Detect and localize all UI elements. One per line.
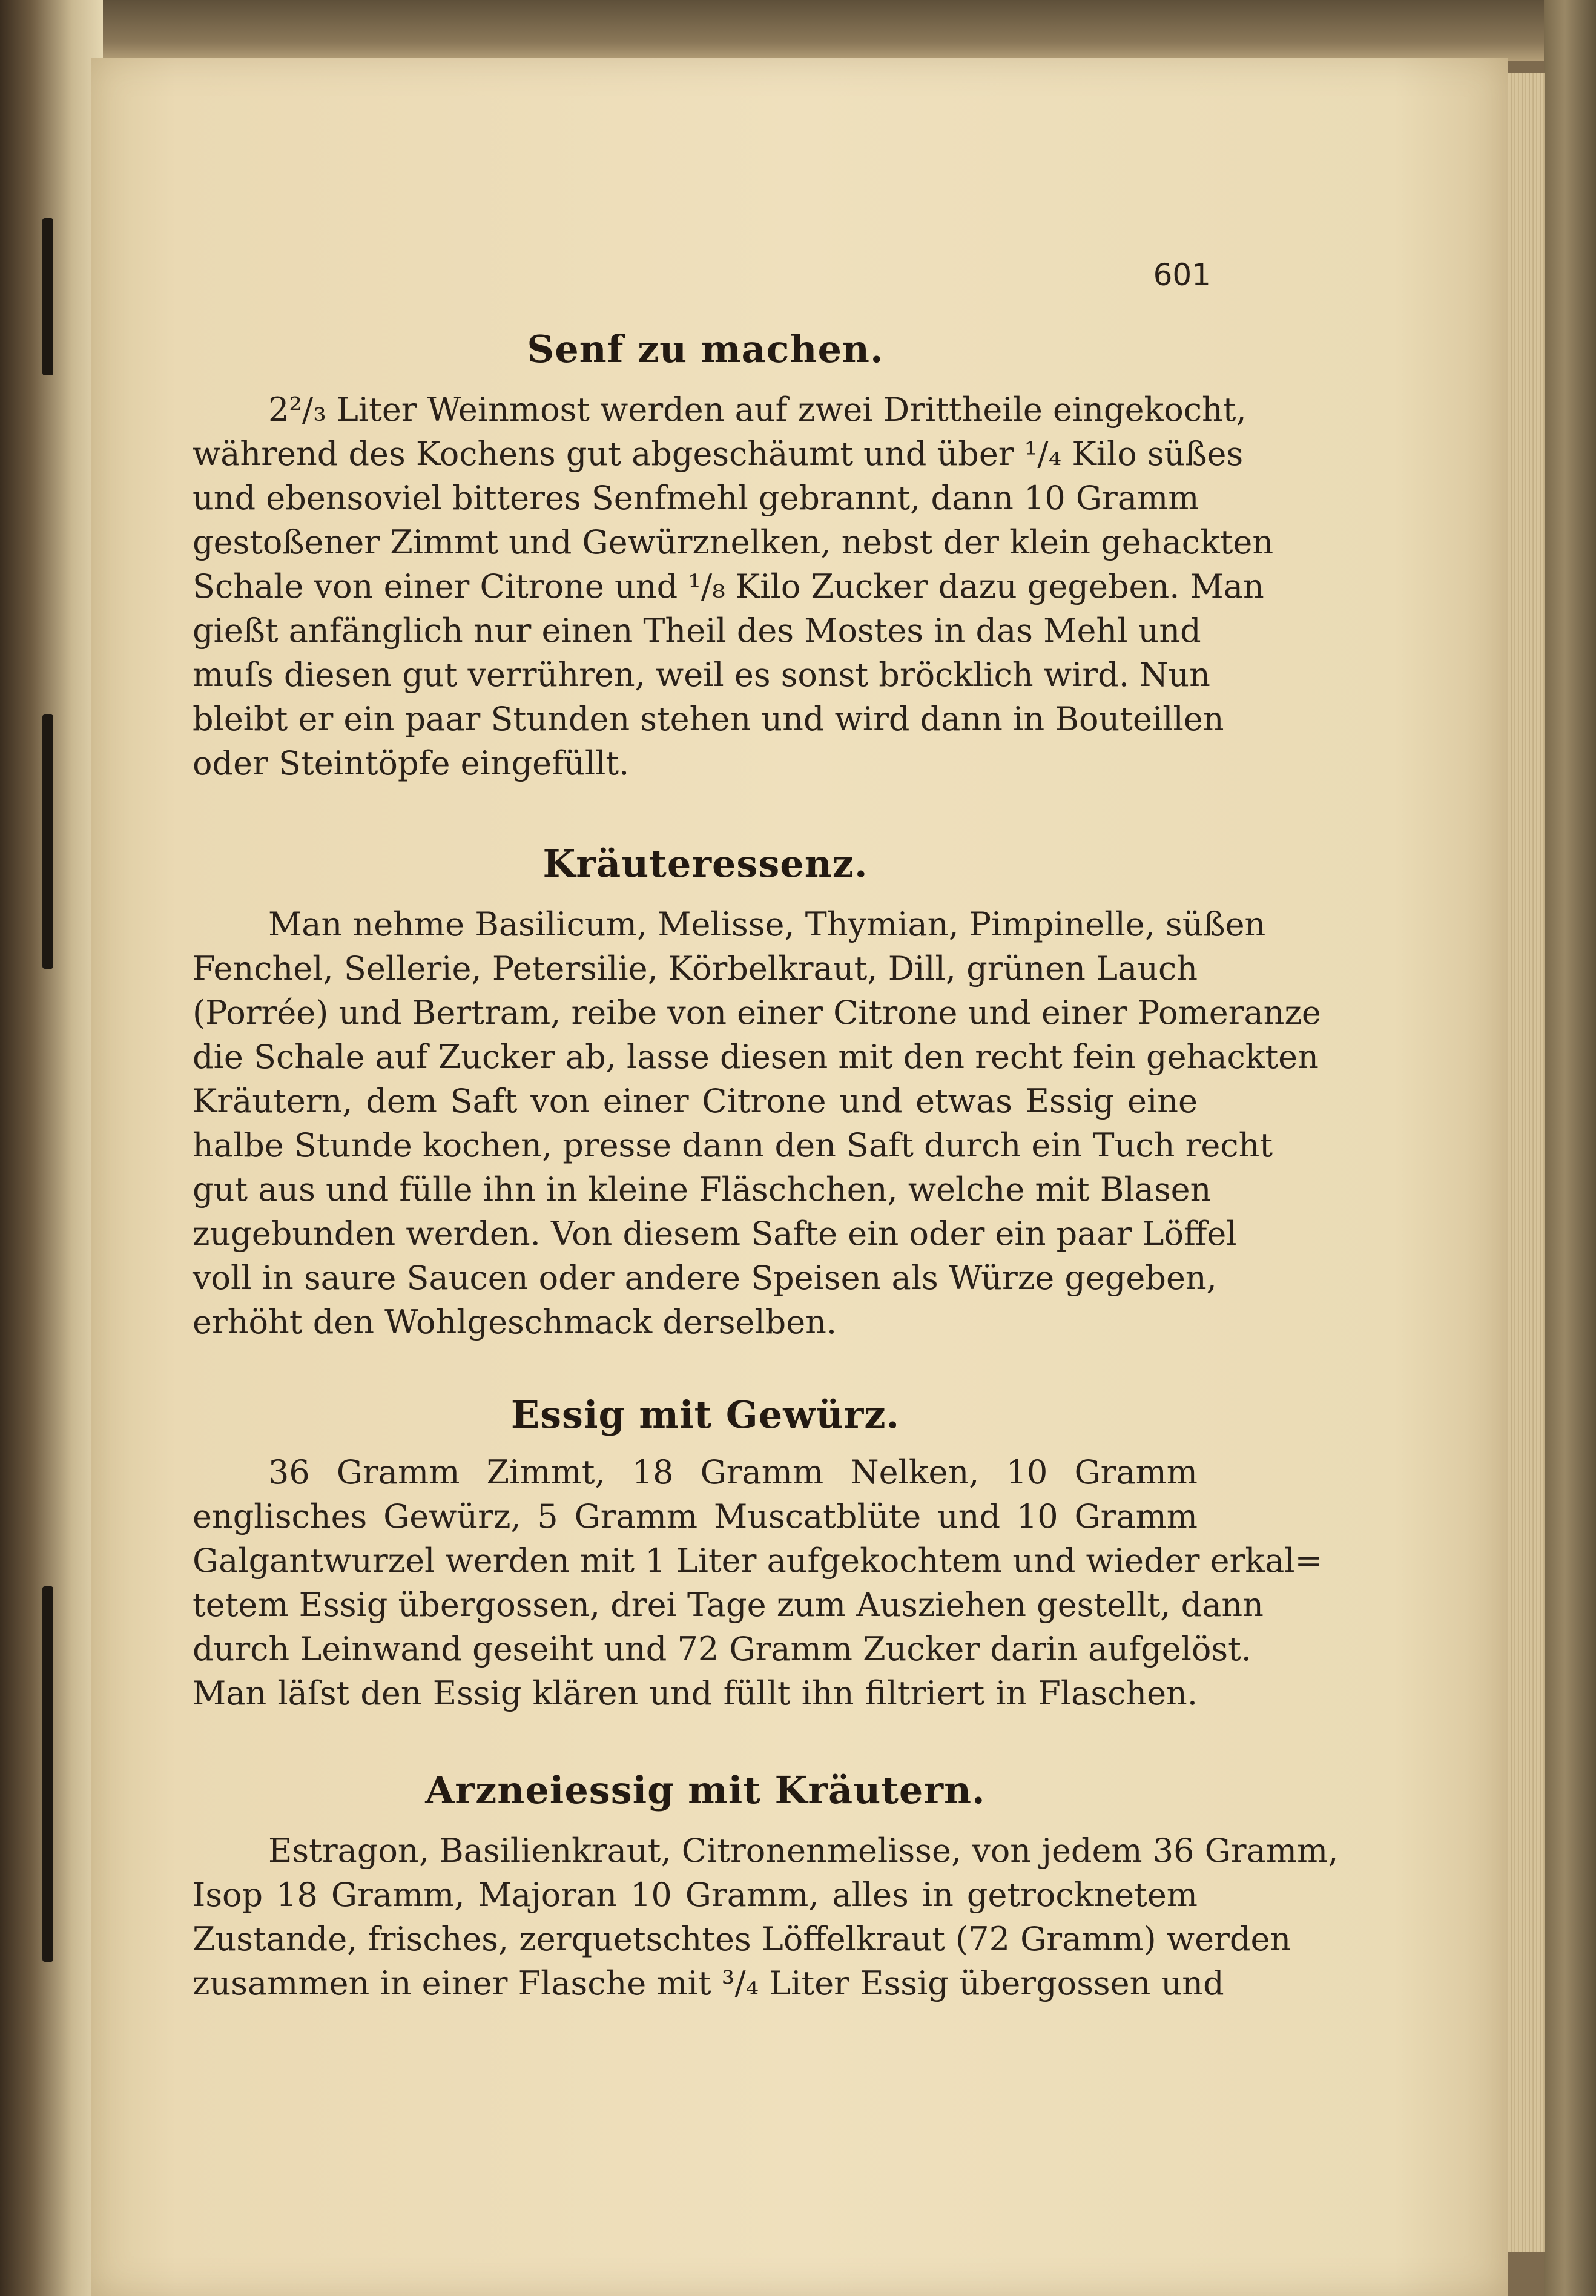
text-line: und ebensoviel bitteres Senfmehl gebrannt, dann 10 Gramm — [193, 479, 1199, 517]
left-page-edge — [0, 0, 103, 2296]
section-body-senf — [193, 388, 1274, 785]
text-line: Isop 18 Gramm, Majoran 10 Gramm, alles in getrocknetem — [193, 1876, 1198, 1914]
text-line: Kräutern, dem Saft von einer Citrone und etwas Essig eine — [193, 1082, 1198, 1120]
section-body-kraeuteressenz — [193, 902, 1321, 1344]
text-line: während des Kochens gut abgeschäumt und über ¹/₄ Kilo süßes — [193, 435, 1244, 473]
text-line: Fenchel, Sellerie, Petersilie, Körbelkraut, Dill, grünen Lauch — [193, 949, 1198, 988]
text-line: gestoßener Zimmt und Gewürznelken, nebst der klein gehackten — [193, 523, 1274, 561]
text-line: Galgantwurzel werden mit 1 Liter aufgekochtem und wieder erkal= — [193, 1542, 1322, 1580]
text-line: 36 Gramm Zimmt, 18 Gramm Nelken, 10 Gramm — [268, 1453, 1198, 1491]
text-line: 2²/₃ Liter Weinmost werden auf zwei Drittheile eingekocht, — [268, 391, 1247, 429]
text-line: gießt anfänglich nur einen Theil des Mostes in das Mehl und — [193, 612, 1201, 650]
section-title-essig-mit-gewuerz: Essig mit Gewürz. — [510, 1393, 900, 1437]
text-line: Schale von einer Citrone und ¹/₈ Kilo Zucker dazu gegeben. Man — [193, 567, 1264, 605]
book-cover-top — [0, 0, 1596, 61]
text-line: Zustande, frisches, zerquetschtes Löffelkraut (72 Gramm) werden — [193, 1920, 1291, 1958]
page-number: 601 — [1153, 257, 1211, 292]
text-line: englisches Gewürz, 5 Gramm Muscatblüte und 10 Gramm — [193, 1497, 1198, 1536]
text-line: die Schale auf Zucker ab, lasse diesen mit den recht fein gehackten — [193, 1038, 1319, 1076]
text-line: durch Leinwand geseiht und 72 Gramm Zucker darin aufgelöst. — [193, 1630, 1251, 1668]
text-line: tetem Essig übergossen, drei Tage zum Ausziehen gestellt, dann — [193, 1586, 1264, 1624]
text-line: voll in saure Saucen oder andere Speisen als Würze gegeben, — [193, 1259, 1217, 1297]
section-body-essig-mit-gewuerz — [193, 1450, 1322, 1715]
section-title-kraeuteressenz: Kräuteressenz. — [542, 842, 868, 886]
binding-mark — [42, 714, 53, 969]
text-line: gut aus und fülle ihn in kleine Fläschchen, welche mit Blasen — [193, 1170, 1212, 1209]
text-line: Estragon, Basilienkraut, Citronenmelisse, von jedem 36 Gramm, — [268, 1832, 1339, 1870]
text-line: muſs diesen gut verrühren, weil es sonst bröcklich wird. Nun — [193, 656, 1210, 694]
text-line: erhöht den Wohlgeschmack derselben. — [193, 1303, 837, 1341]
text-line: bleibt er ein paar Stunden stehen und wird dann in Bouteillen — [193, 700, 1224, 738]
section-title-arzneiessig: Arzneiessig mit Kräutern. — [425, 1768, 986, 1812]
text-line: zusammen in einer Flasche mit ³/₄ Liter Essig übergossen und — [193, 1964, 1224, 2002]
text-line: zugebunden werden. Von diesem Safte ein oder ein paar Löffel — [193, 1215, 1237, 1253]
text-line: Man nehme Basilicum, Melisse, Thymian, Pimpinelle, süßen — [268, 905, 1266, 943]
binding-mark — [42, 218, 53, 375]
section-body-arzneiessig — [193, 1829, 1339, 2005]
text-line: halbe Stunde kochen, presse dann den Saft durch ein Tuch recht — [193, 1126, 1273, 1164]
text-line: (Porrée) und Bertram, reibe von einer Citrone und einer Pomeranze — [193, 994, 1321, 1032]
text-line: Man läſst den Essig klären und füllt ihn filtriert in Flaschen. — [193, 1674, 1198, 1712]
text-line: oder Steintöpfe eingefüllt. — [193, 744, 630, 782]
book-cover-right — [1544, 0, 1596, 2296]
binding-mark — [42, 1586, 53, 1962]
section-title-senf: Senf zu machen. — [527, 327, 884, 371]
